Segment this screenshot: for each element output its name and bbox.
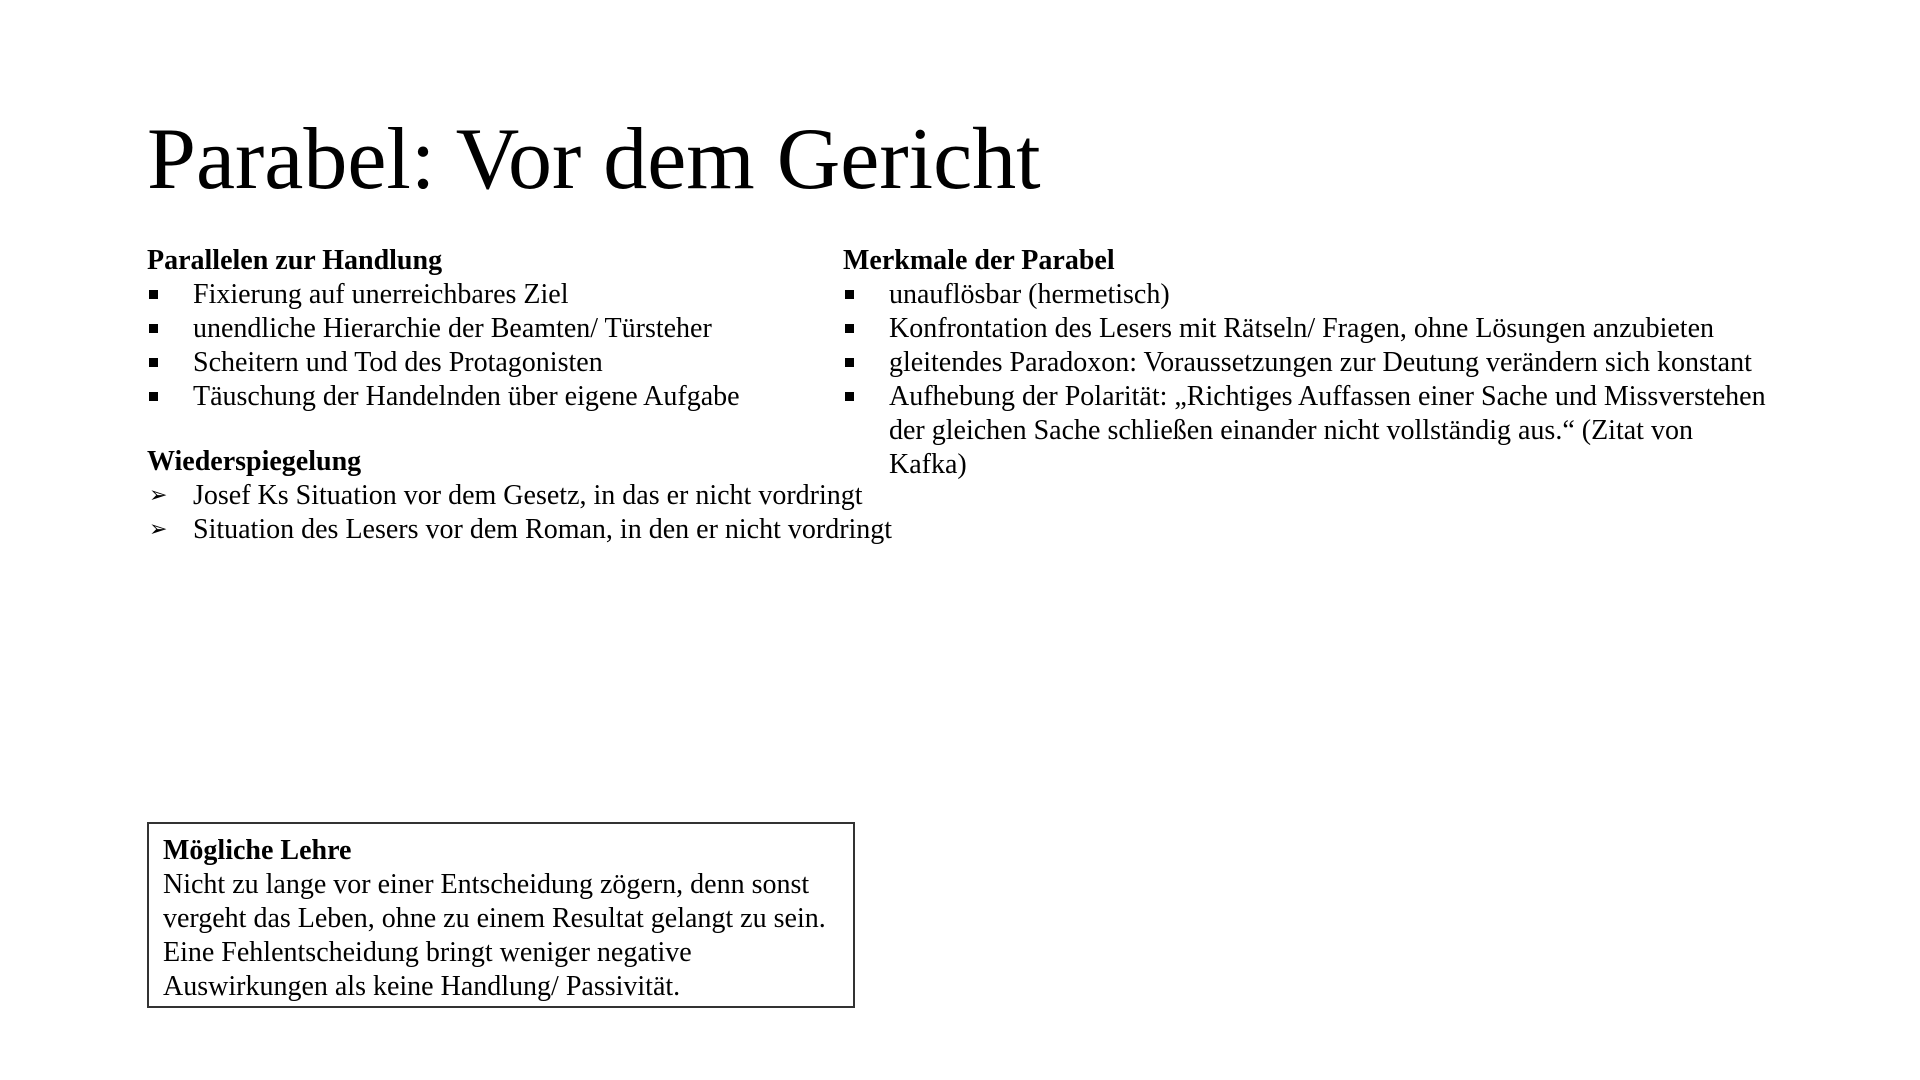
section-heading-parallelen: Parallelen zur Handlung [147,245,443,276]
square-bullet-icon [845,278,875,312]
list-item: Fixierung auf unerreichbares Ziel [147,278,740,312]
square-bullet-icon [149,346,179,380]
list-item: gleitendes Paradoxon: Voraussetzungen zur Deutung verändern sich konstant [843,346,1803,380]
list-item: ➢ Situation des Lesers vor dem Roman, in den er nicht vordringt [149,514,893,545]
section-heading-wiederspiegelung: Wiederspiegelung [147,446,362,477]
square-bullet-icon [149,380,179,414]
list-item: ➢ Josef Ks Situation vor dem Gesetz, in das er nicht vordringt [149,480,863,511]
square-bullet-icon [149,312,179,346]
wiederspiegelung-list [147,479,892,547]
arrow-bullet-icon: ➢ [149,517,168,542]
list-item: Täuschung der Handelnden über eigene Aufgabe [147,380,740,414]
section-wiederspiegelung [147,445,892,547]
square-bullet-icon [149,278,179,312]
arrow-bullet-icon: ➢ [149,483,168,508]
merkmale-list [843,278,1803,482]
list-item: Konfrontation des Lesers mit Rätseln/ Fragen, ohne Lösungen anzubieten [843,312,1803,346]
parallelen-list [147,278,740,414]
page-title: Parabel: Vor dem Gericht [147,111,1041,208]
lehre-line: Eine Fehlentscheidung bringt weniger negative [163,937,692,968]
section-parallelen [147,244,740,414]
lehre-line: Auswirkungen als keine Handlung/ Passivität. [163,971,681,1002]
list-item: Scheitern und Tod des Protagonisten [147,346,740,380]
list-item: unendliche Hierarchie der Beamten/ Türsteher [147,312,740,346]
lehre-line: Nicht zu lange vor einer Entscheidung zögern, denn sonst [163,869,810,900]
list-item: unauflösbar (hermetisch) [843,278,1803,312]
lehre-line: vergeht das Leben, ohne zu einem Resultat gelangt zu sein. [163,903,826,934]
square-bullet-icon [845,346,875,380]
section-heading-merkmale: Merkmale der Parabel [843,245,1115,276]
section-heading-lehre: Mögliche Lehre [163,835,352,866]
lehre-text [163,868,839,1004]
square-bullet-icon [845,380,875,414]
square-bullet-icon [845,312,875,346]
lehre-box [147,822,855,1008]
section-merkmale [843,244,1803,482]
list-item: Aufhebung der Polarität: „Richtiges Auffassen einer Sache und Missverstehen der gleichen Sache schließen einander nicht vollständig aus.“ (Zitat von Kafka) [843,380,1771,482]
